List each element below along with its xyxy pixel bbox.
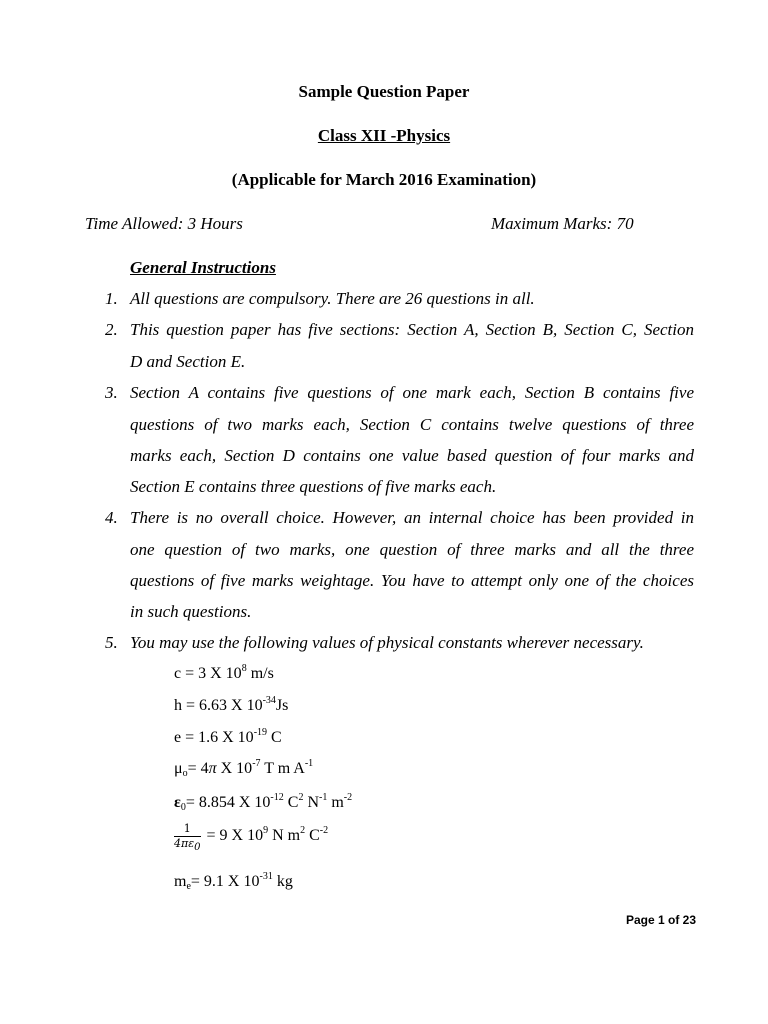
instruction-line: questions of five marks weightage. You have to attempt only one of the choices: [130, 571, 694, 590]
instruction-line: This question paper has five sections: Section A, Section B, Section C, Section: [130, 320, 694, 339]
constant-electron-mass: $m_e= 9.1$ X $10^{-31}$ kg: [174, 871, 293, 892]
time-allowed: Time Allowed: 3 Hours: [85, 214, 243, 233]
constant-permittivity: $\varepsilon_0= 8.854$ X $10^{-12}$ $C^2$ $N^{-1}$ $m^{-2}$: [174, 792, 353, 813]
instruction-line: Section E contains three questions of five marks each.: [130, 477, 497, 496]
instruction-line: There is no overall choice. However, an internal choice has been provided in: [130, 508, 694, 527]
class-title-text: Class XII -Physics: [317, 126, 451, 145]
class-title: [0, 126, 768, 146]
instruction-number: 3.: [105, 383, 118, 402]
instruction-line: Section A contains five questions of one mark each, Section B contains five: [130, 383, 694, 402]
instruction-line: questions of two marks each, Section C contains twelve questions of three: [130, 415, 694, 434]
instruction-line: marks each, Section D contains one value based question of four marks and: [130, 446, 694, 465]
instruction-number: 4.: [105, 508, 118, 527]
instruction-line: one question of two marks, one question of three marks and all the three: [130, 540, 694, 559]
instruction-line: in such questions.: [130, 602, 252, 621]
constant-permeability: $\mu_o= 4\pi$ X $10^{-7}$ T m $A^{-1}$: [174, 758, 314, 779]
applicable-note: (Applicable for March 2016 Examination): [231, 170, 537, 189]
coulomb-fraction: $\frac{1}{4\pi\varepsilon_0}$: [174, 822, 201, 853]
instruction-number: 2.: [105, 320, 118, 339]
constant-speed-of-light: c = 3 X $10^8$ m/s: [174, 663, 274, 682]
instruction-number: 1.: [105, 289, 118, 308]
page-number: Page 1 of 23: [626, 913, 697, 927]
constant-planck: h = 6.63 X $10^{-34}Js$: [174, 695, 289, 714]
constant-electron-charge: e = 1.6 X $10^{-19}$ C: [174, 727, 282, 746]
paper-title: Sample Question Paper: [298, 82, 470, 101]
maximum-marks: Maximum Marks: 70: [491, 214, 634, 233]
instruction-line: D and Section E.: [130, 352, 246, 371]
constant-coulomb: $\frac{1}{4\pi\varepsilon_0}$ = 9 X $10^9$ N $m^2$ $C^{-2}$: [174, 822, 329, 853]
instruction-line: All questions are compulsory. There are 26 questions in all.: [130, 289, 535, 308]
general-instructions-heading: General Instructions: [130, 258, 276, 277]
instruction-number: 5.: [105, 633, 118, 652]
instruction-line: You may use the following values of physical constants wherever necessary.: [130, 633, 644, 652]
